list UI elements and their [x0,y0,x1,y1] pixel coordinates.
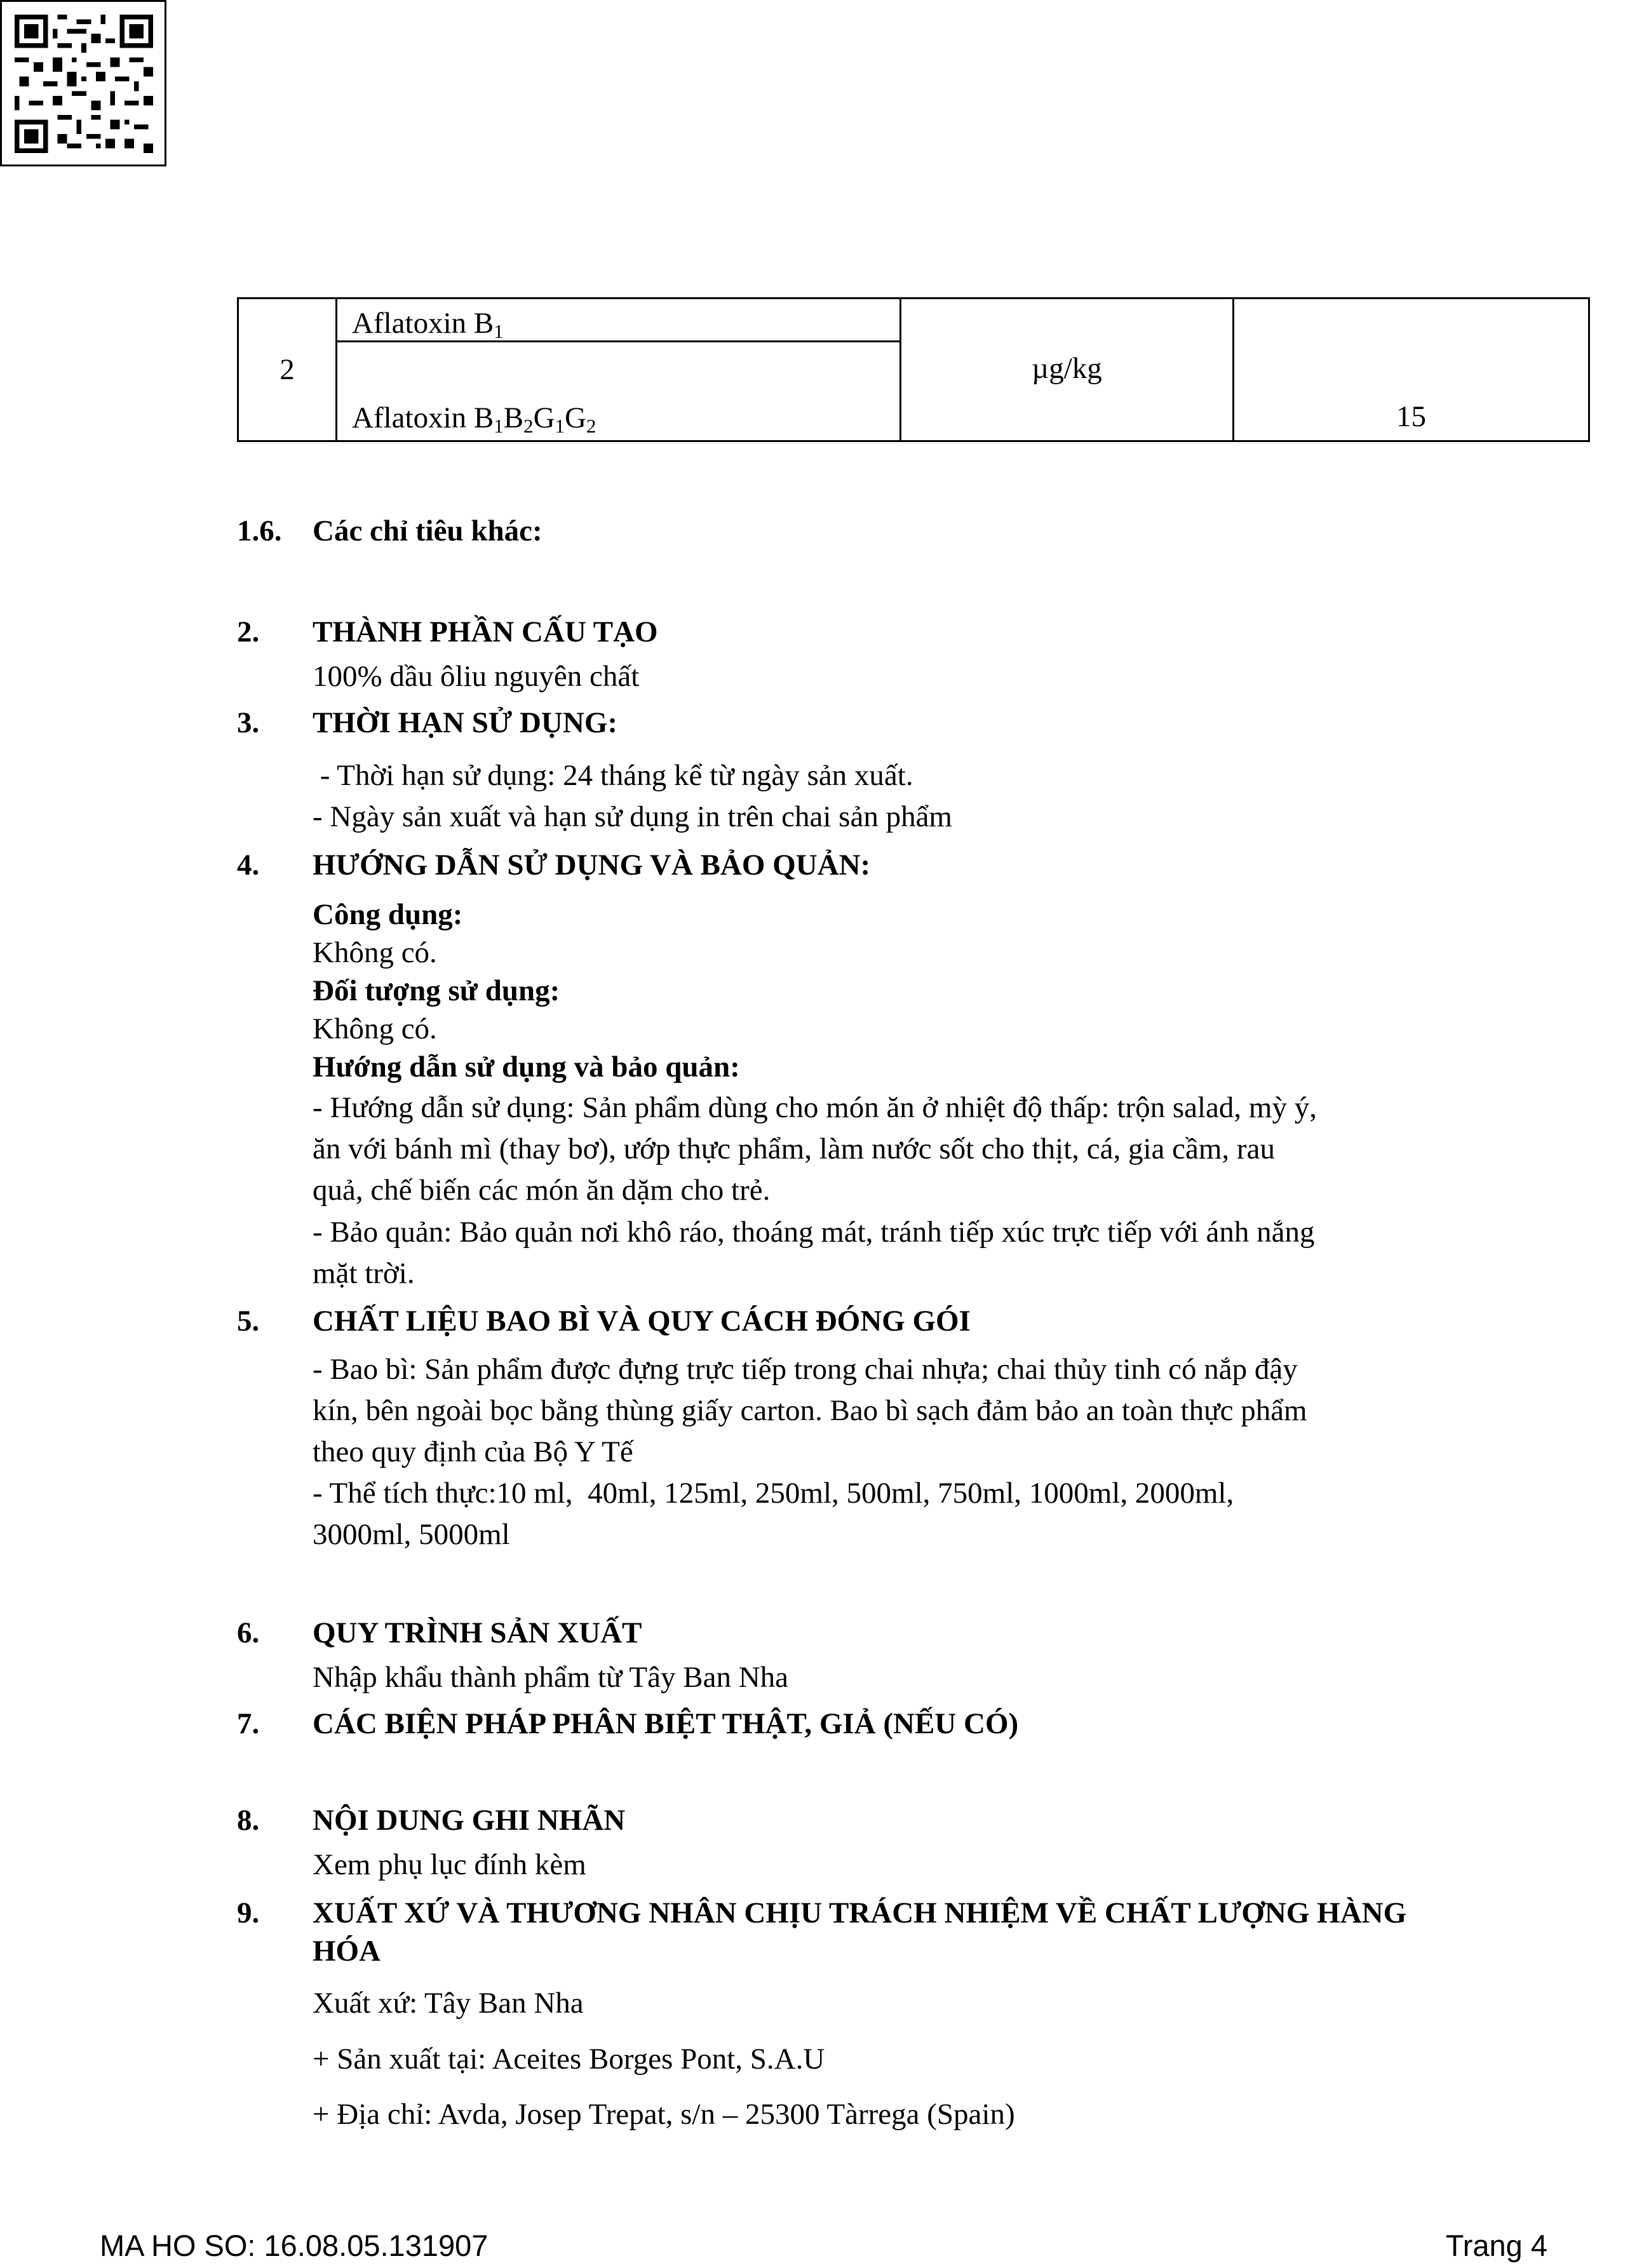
unit-cell: µg/kg [901,299,1234,441]
guide-label: Hướng dẫn sử dụng và bảo quản: [313,1050,740,1084]
guide-line-3: quả, chế biến các món ăn dặm cho trẻ. [313,1174,771,1207]
file-code: MA HO SO: 16.08.05.131907 [100,2229,488,2262]
guide-line-2: ăn với bánh mì (thay bơ), ướp thực phẩm, làm nước sốt cho thịt, cá, gia cầm, rau [313,1132,1275,1165]
section-8-text: Xem phụ lục đính kèm [313,1848,586,1881]
guide-line-4: - Bảo quản: Bảo quản nơi khô ráo, thoáng mát, tránh tiếp xúc trực tiếp với ánh nắng [313,1216,1315,1249]
section-4-title: HƯỚNG DẪN SỬ DỤNG VÀ BẢO QUẢN: [313,849,871,882]
aflatoxin-total-cell: Aflatoxin $B_1B_2G_1G_2$ [337,342,901,441]
section-2-text: 100% dầu ôliu nguyên chất [313,660,640,693]
section-6-number: 6. [237,1616,260,1649]
section-3-title: THỜI HẠN SỬ DỤNG: [313,706,618,739]
value-cell: 15 [1234,299,1589,441]
section-1-6-number: 1.6. [237,514,282,547]
packaging-line-5: 3000ml, 5000ml [313,1518,510,1551]
guide-line-5: mặt trời. [313,1257,415,1290]
page-number: Trang 4 [1445,2229,1547,2262]
section-5-title: CHẤT LIỆU BAO BÌ VÀ QUY CÁCH ĐÓNG GÓI [313,1305,971,1338]
section-6-text: Nhập khẩu thành phẩm từ Tây Ban Nha [313,1661,789,1694]
qr-code-pattern [15,15,153,153]
section-7-number: 7. [237,1707,260,1740]
section-4-number: 4. [237,849,260,882]
packaging-line-1: - Bao bì: Sản phẩm được đựng trực tiếp trong chai nhựa; chai thủy tinh có nắp đậy [313,1353,1298,1386]
manufacturer-text: + Sản xuất tại: Aceites Borges Pont, S.A.U [313,2043,825,2076]
section-8-number: 8. [237,1804,260,1837]
section-3-line-1: - Thời hạn sử dụng: 24 tháng kể từ ngày sản xuất. [313,759,913,792]
section-2-number: 2. [237,615,260,648]
section-5-number: 5. [237,1305,260,1338]
section-2-title: THÀNH PHẦN CẤU TẠO [313,615,658,648]
packaging-line-3: theo quy định của Bộ Y Tế [313,1435,633,1468]
section-9-title-line-2: HÓA [313,1935,381,1968]
packaging-line-4: - Thể tích thực:10 ml, 40ml, 125ml, 250ml, 500ml, 750ml, 1000ml, 2000ml, [313,1477,1234,1510]
qr-code [0,0,166,166]
origin-text: Xuất xứ: Tây Ban Nha [313,1987,584,2020]
packaging-line-2: kín, bên ngoài bọc bằng thùng giấy carton. Bao bì sạch đảm bảo an toàn thực phẩm [313,1394,1307,1427]
target-text: Không có. [313,1012,437,1045]
row-number: 2 [238,299,337,441]
section-8-title: NỘI DUNG GHI NHÃN [313,1804,626,1837]
section-6-title: QUY TRÌNH SẢN XUẤT [313,1616,642,1649]
address-text: + Địa chỉ: Avda, Josep Trepat, s/n – 25300 Tàrrega (Spain) [313,2098,1015,2131]
section-1-6-title: Các chỉ tiêu khác: [313,514,542,547]
guide-line-1: - Hướng dẫn sử dụng: Sản phẩm dùng cho món ăn ở nhiệt độ thấp: trộn salad, mỳ ý, [313,1091,1317,1124]
spec-table [237,297,1590,442]
target-label: Đối tượng sử dụng: [313,974,560,1007]
use-text: Không có. [313,936,437,969]
section-7-title: CÁC BIỆN PHÁP PHÂN BIỆT THẬT, GIẢ (NẾU CÓ) [313,1707,1019,1740]
aflatoxin-b1-cell: Aflatoxin $B_1$ [337,299,901,342]
section-3-number: 3. [237,706,260,739]
section-3-line-2: - Ngày sản xuất và hạn sử dụng in trên chai sản phẩm [313,800,952,833]
section-9-title-line-1: XUẤT XỨ VÀ THƯƠNG NHÂN CHỊU TRÁCH NHIỆM VỀ CHẤT LƯỢNG HÀNG [313,1896,1407,1929]
section-9-number: 9. [237,1896,260,1929]
use-label: Công dụng: [313,898,463,931]
